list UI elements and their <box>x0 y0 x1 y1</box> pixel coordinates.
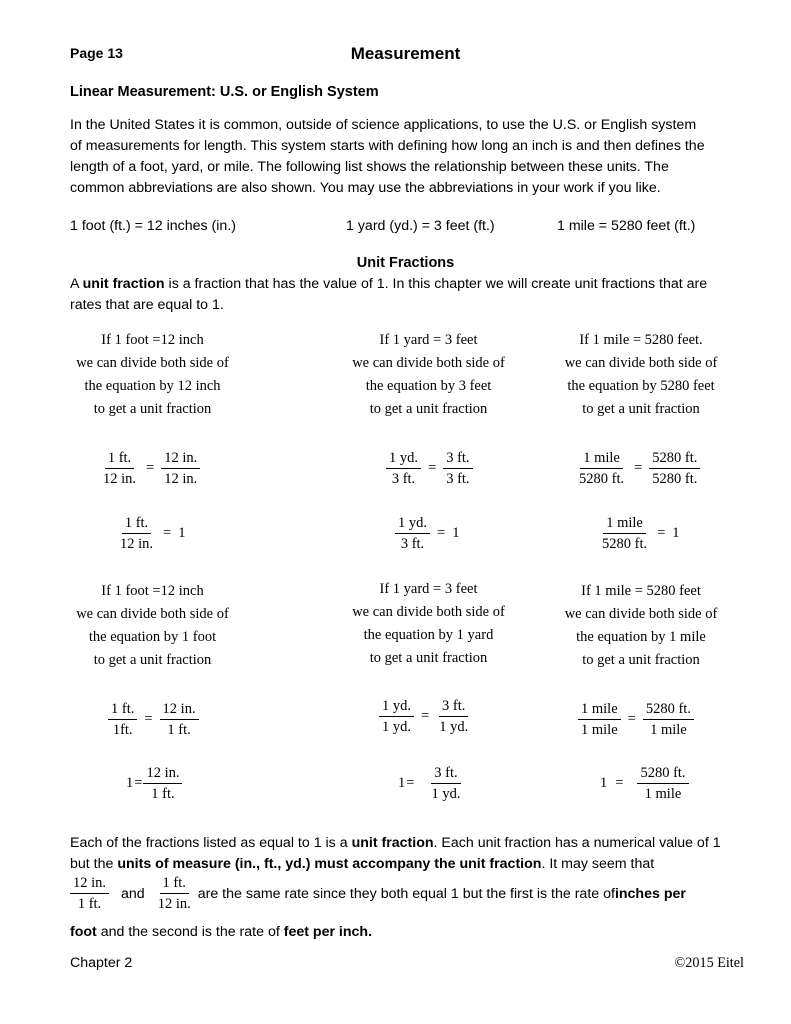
intro-line: length of a foot, yard, or mile. The following list shows the relationship between these units. The <box>70 159 669 175</box>
explanation-line: to get a unit fraction <box>93 401 212 417</box>
row2-mile-unit-fraction <box>600 764 689 803</box>
fraction: $\frac{1 ft.}{12 in.}$ <box>103 450 137 487</box>
row1-foot-division-equation <box>100 449 200 488</box>
closing-text: and <box>121 885 145 902</box>
explanation-line: to get a unit fraction <box>93 652 212 668</box>
footer-copyright <box>640 955 744 972</box>
fraction: $\frac{5280 ft.}{\text{1 mile}}$ <box>637 764 688 803</box>
fraction: $\frac{12 in.}{1 ft.}$ <box>143 764 182 803</box>
explanation-line: we can divide both side of <box>564 355 718 371</box>
explanation-line: If 1 mile = 5280 feet. <box>579 332 703 348</box>
unit-fraction-definition <box>70 274 742 316</box>
intro-line: common abbreviations are also shown. You may use the abbreviations in your work if you like. <box>70 180 661 196</box>
equals-sign: = <box>146 460 155 476</box>
copyright-text: 2015 Eitel <box>685 955 744 971</box>
equals-sign: = <box>144 711 153 727</box>
equals-sign: = <box>627 711 636 727</box>
equals-sign: = <box>406 775 415 791</box>
section-heading: Linear Measurement: U.S. or English System <box>70 84 379 100</box>
equals-sign: = <box>634 460 643 476</box>
explanation-line: the equation by 3 feet <box>365 378 492 394</box>
fraction: $\frac{12 in.}{12 in.}$ <box>161 449 200 488</box>
closing-text: . It may seem that <box>541 856 655 872</box>
fraction: $\frac{\text{1 mile}}{\text{1 mile}}$ <box>578 700 621 739</box>
explanation-line: If 1 yard = 3 feet <box>379 332 478 348</box>
equivalence-yard: 1 yard (yd.) = 3 feet (ft.) <box>346 218 495 234</box>
closing-last-line <box>70 924 372 940</box>
one: 1 <box>600 775 608 791</box>
explanation-line: to get a unit fraction <box>369 401 488 417</box>
one: 1 <box>452 525 460 541</box>
row2-foot-division-equation <box>108 700 199 739</box>
equals-sign: = <box>428 460 437 476</box>
row1-yard-explanation <box>346 329 511 421</box>
unit-fractions-heading: Unit Fractions <box>356 255 455 271</box>
explanation-line: we can divide both side of <box>564 606 718 622</box>
closing-text: are the same rate since they both equal 1 but the first is the rate of <box>197 885 615 902</box>
row1-foot-unit-fraction <box>117 514 185 553</box>
closing-fraction-line <box>70 874 686 913</box>
fraction: $\frac{1 yd.}{3 ft.}$ <box>386 449 421 488</box>
row1-mile-unit-fraction <box>599 514 680 553</box>
closing-bold: foot <box>70 924 97 940</box>
fraction: $\frac{1 yd.}{1 yd.}$ <box>379 697 414 736</box>
explanation-line: we can divide both side of <box>76 606 229 622</box>
one: 1 <box>178 525 186 541</box>
closing-paragraph <box>70 833 750 875</box>
explanation-line: we can divide both side of <box>76 355 229 371</box>
closing-bold: unit fraction <box>351 835 434 851</box>
equals-sign: = <box>615 775 624 791</box>
definition-text: rates that are equal to 1. <box>70 297 224 313</box>
row2-mile-explanation <box>557 580 725 672</box>
intro-line: of measurements for length. This system starts with defining how long an inch is and then defines the <box>70 138 705 154</box>
row2-foot-explanation <box>70 580 235 672</box>
equals-sign: = <box>657 525 666 541</box>
closing-bold: units of measure (in., ft., yd.) must accompany the unit fraction <box>117 856 542 872</box>
equals-sign: = <box>421 708 430 724</box>
explanation-line: If 1 yard = 3 feet <box>379 581 478 597</box>
equals-sign: = <box>134 775 143 791</box>
definition-text: is a fraction that has the value of 1. In this chapter we will create unit fractions that are <box>164 276 708 292</box>
equivalence-mile: 1 mile = 5280 feet (ft.) <box>557 218 696 234</box>
fraction: $\frac{\text{1 mile}}{5280 ft.}$ <box>602 515 648 552</box>
row2-mile-division-equation <box>578 700 694 739</box>
closing-text: . Each unit fraction has a numerical value of 1 <box>433 835 721 851</box>
row2-foot-unit-fraction <box>126 764 182 803</box>
explanation-line: the equation by 1 yard <box>363 627 494 643</box>
fraction: $\frac{3 ft.}{3 ft.}$ <box>443 449 472 488</box>
fraction: $\frac{5280 ft.}{\text{1 mile}}$ <box>643 700 694 739</box>
one: 1 <box>126 775 134 791</box>
explanation-line: the equation by 1 foot <box>88 629 217 645</box>
fraction: $\frac{\text{1 mile}}{5280 ft.}$ <box>579 450 625 487</box>
explanation-line: the equation by 1 mile <box>576 629 706 645</box>
one: 1 <box>672 525 680 541</box>
page-number: Page 13 <box>70 45 123 61</box>
row1-mile-division-equation <box>576 449 700 488</box>
row1-foot-explanation <box>70 329 235 421</box>
explanation-line: If 1 foot =12 inch <box>101 332 204 348</box>
footer-chapter: Chapter 2 <box>70 955 133 971</box>
explanation-line: If 1 foot =12 inch <box>101 583 204 599</box>
equals-sign: = <box>437 525 446 541</box>
row2-yard-explanation <box>346 578 511 670</box>
fraction: $\frac{3 ft.}{1 yd.}$ <box>439 698 469 735</box>
closing-text: but the <box>70 856 118 872</box>
row1-yard-division-equation <box>386 449 473 488</box>
row2-yard-division-equation <box>379 697 471 736</box>
equals-sign: = <box>163 525 172 541</box>
fraction: $\frac{1 ft.}{1ft.}$ <box>108 700 137 739</box>
explanation-line: we can divide both side of <box>352 355 505 371</box>
fraction-inches-per-foot: $\frac{12 in.}{1 ft.}$ <box>70 874 109 913</box>
explanation-line: to get a unit fraction <box>582 401 700 417</box>
row2-yard-unit-fraction <box>398 764 463 803</box>
explanation-line: the equation by 12 inch <box>84 378 221 394</box>
explanation-line: to get a unit fraction <box>582 652 700 668</box>
intro-paragraph <box>70 115 742 199</box>
fraction: $\frac{5280 ft.}{5280 ft.}$ <box>649 449 700 488</box>
explanation-line: the equation by 5280 feet <box>567 378 715 394</box>
explanation-line: to get a unit fraction <box>369 650 488 666</box>
copyright-symbol: © <box>674 955 686 971</box>
one: 1 <box>398 775 406 791</box>
page-title: Measurement <box>350 44 461 63</box>
closing-text: and the second is the rate of <box>96 924 284 940</box>
fraction: $\frac{3 ft.}{1 yd.}$ <box>431 765 461 802</box>
closing-text: Each of the fractions listed as equal to 1 is a <box>70 835 352 851</box>
explanation-line: we can divide both side of <box>352 604 505 620</box>
fraction: $\frac{1 ft.}{12 in.}$ <box>120 515 154 552</box>
fraction-feet-per-inch: $\frac{1 ft.}{12 in.}$ <box>157 875 191 912</box>
explanation-line: If 1 mile = 5280 feet <box>581 583 701 599</box>
definition-text: A <box>70 276 83 292</box>
fraction: $\frac{1 yd.}{3 ft.}$ <box>395 514 430 553</box>
equivalence-foot: 1 foot (ft.) = 12 inches (in.) <box>70 218 236 234</box>
closing-bold: feet per inch. <box>283 924 373 940</box>
row1-mile-explanation <box>557 329 725 421</box>
row1-yard-unit-fraction <box>395 514 459 553</box>
closing-bold: inches per <box>614 885 686 902</box>
fraction: $\frac{12 in.}{1 ft.}$ <box>160 700 199 739</box>
intro-line: In the United States it is common, outside of science applications, to use the U.S. or English system <box>70 117 697 133</box>
definition-term: unit fraction <box>82 276 165 292</box>
